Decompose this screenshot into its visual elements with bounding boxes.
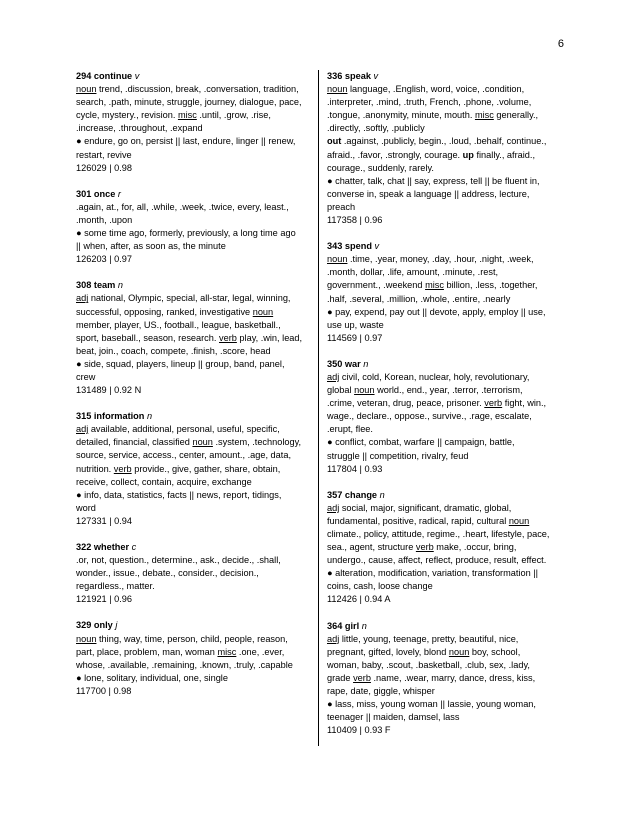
dictionary-entry (76, 619, 318, 698)
page-number: 6 (557, 38, 564, 50)
entry-text: 131489 | 0.92 N (76, 385, 142, 396)
entry-line (327, 96, 571, 109)
entry-line (76, 489, 318, 502)
entry-text: .system, .technology, (212, 437, 302, 448)
headword-text: 294 continue (76, 71, 133, 81)
entry-line (76, 672, 318, 685)
entry-line (76, 149, 318, 162)
entry-line (327, 410, 571, 423)
entry-text: make, .occur, bring, (433, 542, 517, 553)
entry-headword (327, 620, 571, 633)
entry-text: beat, join., coach, compete, .finish, .score, head (76, 345, 271, 356)
entry-line (327, 266, 571, 279)
entry-line (327, 724, 571, 737)
entry-line (327, 502, 571, 515)
right-column (327, 70, 571, 750)
entry-line (327, 685, 571, 698)
entry-line (76, 502, 318, 515)
entry-text: .erupt, flee. (327, 424, 373, 435)
dictionary-entry (327, 70, 571, 227)
entry-line (327, 541, 571, 554)
column-divider (318, 70, 319, 746)
entry-text: .interpreter, .mind, .truth, French, .phone, .volume, (327, 97, 532, 108)
left-column (76, 70, 318, 711)
entry-text: 117700 | 0.98 (76, 685, 132, 696)
category-label: misc (177, 110, 197, 121)
entry-text: .against, .publicly, begin., .loud, .behalf, continue., (341, 136, 547, 147)
category-label: verb (219, 332, 237, 343)
part-of-speech: j (115, 620, 118, 631)
dictionary-entry (76, 70, 318, 175)
entry-text: ● alteration, modification, variation, transformation || (327, 568, 539, 579)
entry-text: nutrition. (76, 463, 114, 474)
dictionary-entry (327, 620, 571, 738)
headword-text: 308 team (76, 280, 116, 291)
entry-line (327, 423, 571, 436)
entry-line (327, 306, 571, 319)
entry-headword (76, 188, 318, 201)
entry-line (76, 659, 318, 672)
entry-line (76, 476, 318, 489)
entry-text: sea., agent, structure (327, 542, 416, 553)
part-of-speech: n (117, 280, 124, 291)
entry-text: play, .win, lead, (236, 332, 303, 343)
entry-text: ● info, data, statistics, facts || news, report, tidings, (76, 489, 282, 500)
headword-text: 322 whether (76, 542, 130, 552)
category-label: noun (354, 385, 375, 396)
entry-line (327, 554, 571, 567)
entry-line (76, 371, 318, 384)
entry-line (76, 135, 318, 148)
entry-line (76, 201, 318, 214)
entry-text: little, young, teenage, pretty, beautiful, nice, (339, 633, 519, 644)
category-label: noun (76, 84, 97, 95)
entry-text: .increase, .throughout, .expand (76, 123, 203, 134)
category-label: misc (474, 110, 494, 121)
entry-text: .month, dollar, .life, amount, .minute, .rest, (327, 267, 499, 278)
entry-line (327, 279, 571, 292)
headword-text: 343 spend (327, 241, 372, 252)
entry-line (76, 240, 318, 253)
entry-line (76, 567, 318, 580)
entry-line (76, 633, 318, 646)
entry-headword (76, 619, 318, 632)
entry-line (327, 672, 571, 685)
particle-label: out (327, 136, 342, 147)
entry-line (327, 214, 571, 227)
entry-text: fundamental, positive, radical, rapid, cultural (327, 515, 509, 526)
entry-line (76, 685, 318, 698)
entry-line (76, 345, 318, 358)
entry-line (327, 332, 571, 345)
entry-line (327, 711, 571, 724)
entry-text: national, Olympic, special, all-star, legal, winning, (88, 293, 291, 304)
category-label: verb (415, 542, 434, 553)
headword-text: 364 girl (327, 620, 360, 631)
entry-headword (76, 541, 318, 554)
entry-text: preach (327, 201, 356, 212)
entry-text: available, additional, personal, useful, specific, (88, 424, 280, 435)
dictionary-entry (327, 358, 571, 476)
headword-text: 350 war (327, 358, 361, 369)
entry-text: whose, .available, .remaining, .known, .truly, .capable (76, 659, 293, 670)
entry-line (327, 135, 571, 148)
entry-headword (76, 70, 318, 83)
category-label: verb (113, 463, 132, 474)
entry-headword (327, 489, 571, 502)
entry-text: teenager || maiden, damsel, lass (327, 712, 460, 723)
dictionary-entry (76, 279, 318, 397)
entry-line (327, 397, 571, 410)
entry-text: .directly, .softly, .publicly (327, 123, 425, 134)
entry-text: 127331 | 0.94 (76, 515, 133, 526)
entry-text: civil, cold, Korean, nuclear, holy, revolutionary, (339, 371, 530, 382)
entry-text: courage., suddenly, rarely. (327, 162, 434, 173)
part-of-speech: v (134, 71, 140, 81)
part-of-speech: r (117, 188, 121, 199)
entry-line (76, 593, 318, 606)
entry-line (76, 554, 318, 567)
entry-text: use up, waste (327, 319, 384, 330)
headword-text: 301 once (76, 188, 116, 199)
category-label: misc (425, 280, 444, 291)
entry-text: .or, not, question., determine., ask., decide., .shall, (76, 555, 281, 566)
entry-line (327, 371, 571, 384)
entry-text: ● chatter, talk, chat || say, express, tell || be fluent in, (327, 175, 540, 186)
entry-text: sport, baseball., season, research. (76, 332, 219, 343)
entry-line (76, 227, 318, 240)
category-label: noun (327, 84, 348, 95)
entry-headword (76, 279, 318, 292)
entry-line (76, 332, 318, 345)
entry-text: boy, school, (469, 646, 521, 657)
entry-line (327, 384, 571, 397)
entry-text: provide., give, gather, share, obtain, (131, 463, 281, 474)
entry-line (76, 580, 318, 593)
category-label: adj (327, 371, 340, 382)
entry-line (327, 253, 571, 266)
entry-line (327, 593, 571, 606)
entry-text: woman, baby, .scout, .basketball, .club, sex, .lady, (327, 659, 530, 670)
particle-label: up (462, 149, 474, 160)
entry-text: cycle, mystery., revision. (76, 110, 178, 121)
entry-line (327, 515, 571, 528)
entry-line (76, 306, 318, 319)
entry-text: converse in, speak a language || address, lecture, (327, 188, 530, 199)
category-label: verb (353, 672, 371, 683)
entry-text: ● lass, miss, young woman || lassie, young woman, (327, 699, 536, 710)
part-of-speech: n (361, 620, 367, 631)
entry-text: generally., (493, 110, 539, 121)
entry-text: billion, .less, .together, (443, 280, 538, 291)
entry-text: ● some time ago, formerly, previously, a long time ago (76, 228, 296, 239)
dictionary-entry (76, 410, 318, 528)
entry-text: member, player, US., football., league, basketball., (76, 319, 281, 330)
entry-line (76, 96, 318, 109)
entry-text: ● pay, expend, pay out || devote, apply, employ || use, (327, 306, 546, 317)
part-of-speech: v (373, 71, 379, 81)
category-label: noun (448, 646, 470, 657)
entry-text: .again, at., for, all, .while, .week, .twice, every, least., (76, 201, 289, 212)
entry-text: regardless., matter. (76, 581, 155, 592)
entry-line (327, 188, 571, 201)
entry-text: climate., policy, attitude, regime., .heart, lifestyle, pace, (327, 529, 550, 539)
entry-text: .name, .wear, marry, dance, dress, kiss, (370, 672, 536, 683)
entry-headword (327, 240, 571, 253)
entry-text: struggle || competition, rivalry, feud (327, 450, 469, 461)
entry-text: receive, collect, contain, acquire, exchange (76, 476, 252, 487)
entry-headword (327, 358, 571, 371)
entry-line (327, 646, 571, 659)
category-label: misc (217, 646, 237, 657)
entry-line (76, 162, 318, 175)
entry-text: finally., afraid., (473, 149, 536, 160)
headword-text: 315 information (76, 411, 145, 422)
entry-text: afraid., .favor, .strongly, courage. (327, 149, 463, 160)
headword-text: 357 change (327, 489, 378, 500)
entry-line (327, 567, 571, 580)
entry-text: global (327, 385, 355, 396)
entry-line (327, 580, 571, 593)
entry-line (327, 109, 571, 122)
entry-line (76, 384, 318, 397)
part-of-speech: c (131, 542, 137, 552)
part-of-speech: n (363, 358, 369, 369)
entry-text: world., end., year, .terror, .terrorism, (374, 385, 523, 396)
entry-text: ● lone, solitary, individual, one, single (76, 672, 228, 683)
entry-text: trend, .discussion, break, .conversation, tradition, (96, 84, 299, 95)
entry-text: 114569 | 0.97 (327, 332, 383, 343)
entry-text: .tongue, .anonymity, minute, mouth. (327, 110, 475, 121)
entry-line (327, 162, 571, 175)
category-label: adj (327, 502, 340, 513)
category-label: noun (76, 633, 97, 644)
entry-line (327, 293, 571, 306)
part-of-speech: n (146, 411, 153, 422)
entry-text: undergo., cause, affect, reflect, produce, result, effect. (327, 555, 547, 566)
entry-text: 121921 | 0.96 (76, 594, 133, 605)
entry-line (76, 83, 318, 96)
entry-text: .crime, veteran, drug, peace, prisoner. (327, 398, 485, 409)
entry-text: .time, .year, money, .day, .hour, .night, .week, (347, 254, 534, 265)
entry-text: 117358 | 0.96 (327, 215, 383, 226)
entry-text: government., .weekend (327, 280, 426, 291)
entry-line (76, 449, 318, 462)
entry-text: .one, .ever, (236, 646, 285, 657)
entry-text: 117804 | 0.93 (327, 463, 383, 474)
entry-text: part, place, problem, man, woman (76, 646, 218, 657)
entry-text: fight, win., (502, 398, 547, 409)
category-label: noun (327, 254, 348, 265)
entry-line (76, 646, 318, 659)
entry-line (76, 214, 318, 227)
entry-line (76, 515, 318, 528)
entry-text: grade (327, 672, 354, 683)
entry-line (327, 659, 571, 672)
entry-line (76, 109, 318, 122)
entry-line (327, 122, 571, 135)
category-label: adj (327, 633, 340, 644)
entry-line (76, 292, 318, 305)
headword-text: 336 speak (327, 71, 371, 81)
category-label: adj (76, 424, 89, 435)
entry-text: search, .path, minute, struggle, journey, dialogue, pace, (76, 97, 302, 108)
entry-text: wage., declare., oppose., survive., .rage, escalate, (327, 411, 532, 422)
entry-headword (327, 70, 571, 83)
dictionary-entry (76, 188, 318, 267)
entry-line (76, 436, 318, 449)
entry-text: 126203 | 0.97 (76, 254, 133, 265)
entry-line (327, 319, 571, 332)
entry-text: coins, cash, loose change (327, 581, 433, 592)
entry-line (76, 319, 318, 332)
entry-text: restart, revive (76, 149, 132, 160)
category-label: adj (76, 293, 89, 304)
dictionary-entry (327, 240, 571, 345)
entry-line (76, 463, 318, 476)
entry-line (76, 423, 318, 436)
entry-line (327, 436, 571, 449)
entry-text: ● side, squad, players, lineup || group, band, panel, (76, 358, 285, 369)
entry-text: ● endure, go on, persist || last, endure, linger || renew, (76, 136, 296, 147)
entry-text: pregnant, gifted, lovely, blond (327, 646, 449, 657)
entry-line (76, 253, 318, 266)
entry-line (327, 463, 571, 476)
entry-text: thing, way, time, person, child, people, reason, (96, 633, 288, 644)
part-of-speech: n (379, 489, 385, 500)
entry-line (327, 528, 571, 541)
category-label: noun (508, 515, 530, 526)
entry-line (327, 149, 571, 162)
entry-line (327, 450, 571, 463)
entry-headword (76, 410, 318, 423)
entry-text: .month, .upon (76, 214, 133, 225)
dictionary-entry (76, 541, 318, 606)
entry-text: source, service, access., center, amount., .age, data, (76, 450, 291, 461)
category-label: noun (252, 306, 274, 317)
category-label: noun (192, 437, 213, 448)
entry-text: word (76, 502, 96, 513)
entry-line (76, 122, 318, 135)
dictionary-entry (327, 489, 571, 607)
entry-line (327, 201, 571, 214)
headword-text: 329 only (76, 620, 113, 631)
entry-line (327, 175, 571, 188)
entry-text: 110409 | 0.93 F (327, 725, 391, 736)
entry-line (76, 358, 318, 371)
entry-text: language, .English, word, voice, .condition, (347, 84, 525, 95)
entry-text: successful, opposing, ranked, investigative (76, 306, 253, 317)
entry-text: || when, after, as soon as, the minute (76, 241, 226, 252)
entry-text: 112426 | 0.94 A (327, 594, 391, 605)
entry-text: rape, date, giggle, whisper (327, 686, 435, 697)
entry-line (327, 83, 571, 96)
entry-text: 126029 | 0.98 (76, 162, 133, 173)
entry-text: wonder., issue., debate., consider., decision., (76, 568, 259, 579)
entry-text: detailed, financial, classified (76, 437, 193, 448)
category-label: verb (484, 398, 503, 409)
entry-text: crew (76, 371, 96, 382)
entry-line (327, 698, 571, 711)
entry-text: ● conflict, combat, warfare || campaign, battle, (327, 437, 515, 448)
entry-text: .half, .several, .million, .whole, .entire, .nearly (327, 293, 511, 304)
entry-text: .until, .grow, .rise, (196, 110, 271, 121)
part-of-speech: v (374, 241, 380, 252)
entry-line (327, 633, 571, 646)
entry-text: social, major, significant, dramatic, global, (339, 502, 512, 513)
